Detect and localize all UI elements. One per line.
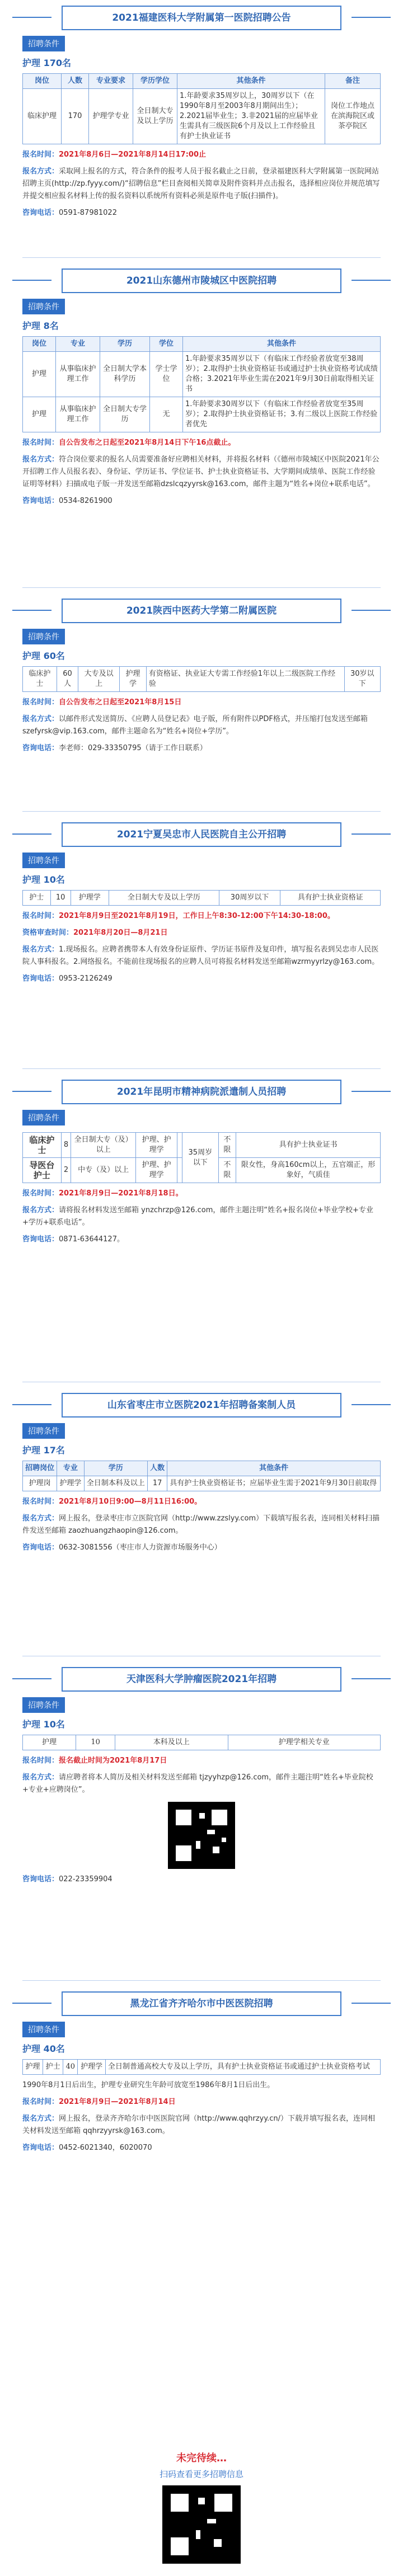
section-dezhou [0, 269, 403, 507]
table-cell: 8 [61, 1133, 71, 1158]
section-subhead: 护理 17名 [22, 1445, 65, 1456]
table-cell: 全日制大专（及）以上 [71, 1133, 136, 1158]
section-subhead: 护理 60名 [22, 651, 65, 661]
table-header: 其他条件 [183, 337, 381, 352]
signup-method: 报名方式：采取网上报名的方式，符合条件的报考人员于报名截止之日前，登录福建医科大学附属第一医院网站招聘主页(http://zp.fyyy.com/)“招聘信息”栏目查阅相关简章及附件资料并点击报名，选择相应岗位并规范填写并提交相应报名材料上传的报名资料以系统所有资料必须是原件电子版(扫描件)。 [22, 167, 380, 200]
section-shaanxi [0, 599, 403, 755]
job-table [22, 890, 381, 906]
table-header: 专业 [57, 1461, 84, 1476]
section-banner: 2021福建医科大学附属第一医院招聘公告 [62, 6, 341, 30]
table-cell: 170 [62, 89, 89, 144]
section-tag: 招聘条件 [22, 1697, 65, 1713]
section-tag: 招聘条件 [22, 1110, 65, 1125]
table-cell: 无 [150, 397, 183, 432]
signup-method: 报名方式：符合岗位要求的报名人员需要准备好应聘相关材料，并将报名材料（《德州市陵城区中医院2021年公开招聘工作人员报名表》、身份证、学历证书、学位证书、护士执业资格证书、大学期间成绩单、医院工作经验证明等材料）扫描成电子版一并发送至邮箱dzslcqzyyrsk@163.com，邮件主题为“姓名+岗位+联系电话”。 [22, 455, 379, 488]
table-cell: 导医台护士 [23, 1158, 62, 1183]
qr-code[interactable] [162, 2485, 241, 2564]
section-wuzhong [0, 822, 403, 985]
table-cell: 护士 [23, 891, 51, 906]
table-cell: 临床护士 [23, 1133, 62, 1158]
contact-phone: 咨询电话：0534-8261900 [22, 497, 113, 505]
section-tianjin [0, 1667, 403, 1886]
table-cell: 护理学 [57, 1476, 84, 1491]
table-row [23, 352, 381, 397]
footer [0, 2439, 403, 2564]
table-header: 其他条件 [167, 1461, 381, 1476]
table-header: 其他条件 [177, 74, 325, 89]
table-cell: 不限 [218, 1158, 236, 1183]
signup-method: 报名方式：请将报名材料发送至邮箱 ynzchrzp@126.com，邮件主题注明“姓名+报名岗位+毕业学校+专业+学历+联系电话”。 [22, 1206, 373, 1227]
section-banner: 天津医科大学肿瘤医院2021年招聘 [62, 1667, 341, 1692]
footer-more: 未完待续… [176, 2452, 227, 2464]
table-cell: 具有护士执业资格证 [280, 891, 381, 906]
table-row [23, 1476, 381, 1491]
table-cell: 全日制大学本科学历 [100, 352, 150, 397]
table-header: 人数 [148, 1461, 167, 1476]
section-banner: 2021年昆明市精神病院派遣制人员招聘 [62, 1080, 341, 1104]
table-row [23, 397, 381, 432]
signup-time: 报名时间：报名截止时间为2021年8月17日 [22, 1756, 167, 1765]
table-cell: 不限 [218, 1133, 236, 1158]
signup-method: 报名方式：以邮件形式发送简历、《应聘人员登记表》电子版，所有附件以PDF格式，并压缩打包发送至邮箱szefyrsk@vip.163.com，邮件主题命名为“姓名+岗位+学历”。 [22, 715, 368, 736]
table-header: 岗位 [23, 74, 62, 89]
section-subhead: 护理 10名 [22, 1719, 65, 1730]
table-cell: 大专及以上 [78, 667, 120, 692]
table-row [23, 1133, 381, 1158]
table-cell: 全日制大专学历 [100, 397, 150, 432]
qr-code [168, 1802, 235, 1869]
contact-phone: 咨询电话：022-23359904 [22, 1875, 113, 1883]
table-cell: 全日制普通高校大专及以上学历，具有护士执业资格证书或通过护士执业资格考试 [105, 2060, 380, 2075]
section-tag: 招聘条件 [22, 1423, 65, 1439]
table-cell: 1.年龄要求35周岁以下（有临床工作经验者放宽至38周岁）；2.取得护士执业资格证书或通过护士执业资格考试成绩合格；3.2021年毕业生需在2021年9月30日前取得相关证书 [183, 352, 381, 397]
job-table [22, 336, 381, 432]
contact-phone: 咨询电话：0871-63644127。 [22, 1235, 124, 1244]
review-time: 资格审查时间：2021年8月20日—8月21日 [22, 929, 168, 937]
table-cell [177, 1158, 182, 1183]
table-cell: 护士 [43, 2060, 63, 2075]
job-table [22, 1461, 381, 1491]
section-subhead: 护理 10名 [22, 874, 65, 885]
table-cell: 岗位工作地点在滨海院区或茶亭院区 [325, 89, 381, 144]
table-cell: 60人 [57, 667, 78, 692]
table-cell: 中专（及）以上 [71, 1158, 136, 1183]
signup-time: 报名时间：自公告发布之日起至2021年8月15日 [22, 698, 182, 707]
table-cell: 护理、护理学 [136, 1133, 177, 1158]
table-cell: 学士学位 [150, 352, 183, 397]
table-cell: 护理 [23, 2060, 43, 2075]
table-cell: 1.年龄要求30周岁以下（有临床工作经验者放宽至35周岁）；2.取得护士执业资格证书；3.有二级以上医院工作经验者优先 [183, 397, 381, 432]
table-cell: 30岁以下 [344, 667, 380, 692]
table-cell: 35周岁以下 [182, 1133, 218, 1183]
section-tag: 招聘条件 [22, 629, 65, 644]
table-cell: 护理学相关专业 [228, 1735, 380, 1750]
table-cell: 全日制大专及以上学历 [133, 89, 177, 144]
signup-time: 报名时间：2021年8月9日—2021年8月18日。 [22, 1189, 183, 1198]
table-cell: 临床护士 [23, 667, 57, 692]
table-cell: 护理学 [78, 2060, 105, 2075]
section-fujian [0, 6, 403, 219]
signup-method: 报名方式：1.现场报名。应聘者携带本人有效身份证原件、学历证书原件及复印件，填写报名表到吴忠市人民医院人事科报名。2.网络报名。不能前往现场报名的应聘人员可将报名材料发送至邮箱wzrmyyrlzy@163.com。 [22, 945, 379, 966]
table-cell: 有资格证、执业证大专需工作经验1年以上二级医院工作经验 [146, 667, 344, 692]
table-cell: 30周岁以下 [219, 891, 280, 906]
table-cell: 具有护士执业资格证书；应届毕业生需于2021年9月30日前取得 [167, 1476, 381, 1491]
table-cell [177, 1133, 182, 1158]
table-row [23, 2060, 381, 2075]
table-cell: 全日制大专及以上学历 [109, 891, 219, 906]
table-row [23, 1735, 381, 1750]
table-cell: 护理学 [71, 891, 109, 906]
table-cell: 临床护理 [23, 89, 62, 144]
signup-time: 报名时间：2021年8月9日—2021年8月14日 [22, 2098, 176, 2106]
table-cell: 从事临床护理工作 [56, 352, 100, 397]
section-banner: 2021陕西中医药大学第二附属医院 [62, 599, 341, 623]
table-header: 招聘岗位 [23, 1461, 57, 1476]
table-header: 人数 [62, 74, 89, 89]
section-kunming [0, 1080, 403, 1246]
table-row [23, 891, 381, 906]
job-table [22, 2059, 381, 2075]
table-cell: 10 [76, 1735, 115, 1750]
table-header: 学位 [150, 337, 183, 352]
age-requirement: 1990年8月1日后出生，护理专业研究生年龄可放宽至1986年8月1日后出生。 [22, 2081, 275, 2089]
contact-phone: 咨询电话：李老师：029-33350795（请于工作日联系） [22, 744, 207, 752]
table-cell: 护理 [23, 1735, 76, 1750]
section-tag: 招聘条件 [22, 36, 65, 51]
table-row [23, 667, 381, 692]
table-cell: 护理 [23, 352, 56, 397]
section-banner: 2021山东德州市陵城区中医院招聘 [62, 269, 341, 293]
table-cell: 全日制本科及以上 [84, 1476, 148, 1491]
section-banner: 山东省枣庄市立医院2021年招聘备案制人员 [62, 1393, 341, 1417]
table-cell: 10 [50, 891, 71, 906]
table-cell: 护理学 [120, 667, 147, 692]
table-cell: 具有护士执业证书 [236, 1133, 381, 1158]
signup-method: 报名方式：请应聘者将本人简历及相关材料发送至邮箱 tjzyyhzp@126.com，邮件主题注明“姓名+毕业院校+专业+应聘岗位”。 [22, 1773, 373, 1794]
job-table [22, 1132, 381, 1183]
job-table [22, 1735, 381, 1750]
table-header: 学历 [100, 337, 150, 352]
table-cell: 40 [63, 2060, 78, 2075]
table-header: 学历学位 [133, 74, 177, 89]
section-zaozhuang [0, 1393, 403, 1554]
table-cell: 从事临床护理工作 [56, 397, 100, 432]
table-cell: 本科及以上 [115, 1735, 228, 1750]
contact-phone: 咨询电话：0591-87981022 [22, 209, 117, 217]
table-header: 备注 [325, 74, 381, 89]
section-subhead: 护理 40名 [22, 2043, 65, 2054]
table-cell: 护理岗 [23, 1476, 57, 1491]
table-row [23, 89, 381, 144]
table-cell: 护理、护理学 [136, 1158, 177, 1183]
section-banner: 黑龙江省齐齐哈尔市中医医院招聘 [62, 1991, 341, 2016]
table-cell: 护理 [23, 397, 56, 432]
section-qiqihar [0, 1991, 403, 2154]
contact-phone: 咨询电话：0632-3081556（枣庄市人力资源市场服务中心） [22, 1543, 222, 1552]
job-table [22, 666, 381, 692]
signup-method: 报名方式：网上报名，登录枣庄市立医院官网（http://www.zzslyy.com）下载填写报名表，连同相关材料扫描件发送至邮箱 zaozhuangzhaopin@126.com。 [22, 1514, 380, 1535]
contact-phone: 咨询电话：0953-2126249 [22, 974, 113, 983]
footer-scan-hint: 扫码查看更多招聘信息 [159, 2469, 243, 2479]
section-subhead: 护理 170名 [22, 58, 71, 68]
signup-time: 报名时间：2021年8月9日至2021年8月19日，工作日上午8:30-12:00下午14:30-18:00。 [22, 912, 335, 920]
contact-phone: 咨询电话：0452-6021340，6020070 [22, 2144, 152, 2152]
section-tag: 招聘条件 [22, 2022, 65, 2037]
signup-time: 报名时间：自公告发布之日起至2021年8月14日下午16点截止。 [22, 439, 236, 447]
table-cell: 2 [61, 1158, 71, 1183]
table-cell: 1.年龄要求35周岁以上，30周岁以下（在1990年8月至2003年8月期间出生）；2.2021届毕业生；3.非2021届的应届毕业生需具有三级医院6个月及以上工作经验且有护士执业证书 [177, 89, 325, 144]
table-header: 学历 [84, 1461, 148, 1476]
section-tag: 招聘条件 [22, 299, 65, 314]
table-header: 专业要求 [89, 74, 133, 89]
table-cell: 护理学专业 [89, 89, 133, 144]
section-tag: 招聘条件 [22, 853, 65, 868]
table-cell: 17 [148, 1476, 167, 1491]
section-subhead: 护理 8名 [22, 321, 59, 331]
table-cell: 限女性，身高160cm以上，五官端正，形象好，气质佳 [236, 1158, 381, 1183]
table-header: 专业 [56, 337, 100, 352]
job-table [22, 73, 381, 144]
signup-time: 报名时间：2021年8月10日9:00—8月11日16:00。 [22, 1497, 202, 1506]
signup-method: 报名方式：网上报名，登录齐齐哈尔市中医医院官网（http://www.qqhrzyy.cn/）下载并填写报名表，连同相关材料发送至邮箱 qqhrzyyrsk@163.com。 [22, 2115, 376, 2135]
section-banner: 2021宁夏吴忠市人民医院自主公开招聘 [62, 822, 341, 847]
signup-time: 报名时间：2021年8月6日—2021年8月14日17:00止 [22, 150, 206, 159]
table-header: 岗位 [23, 337, 56, 352]
